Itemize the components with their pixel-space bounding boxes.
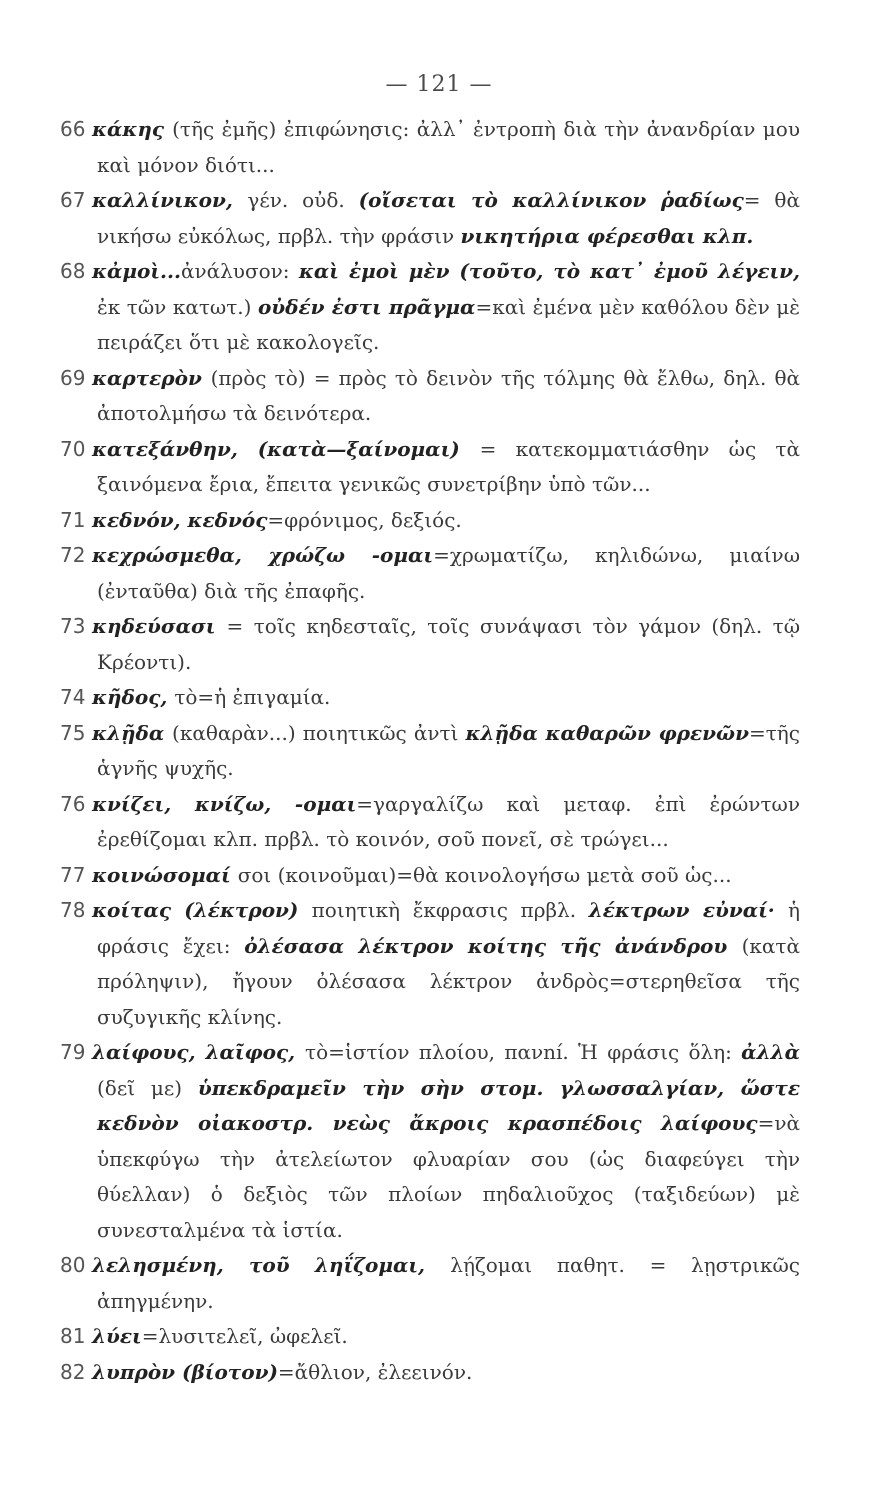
glossary-entry	[60, 893, 800, 1035]
entry-definition: =χρωματίζω, κηλιδώνω, μιαίνω (ἐνταῦθα) διὰ τῆς ἐπαφῆς.	[97, 543, 801, 603]
entry-definition: (τῆς ἐμῆς) ἐπιφώνησις: ἀλλ᾽ ἐντροπὴ διὰ τὴν ἀνανδρίαν μου καὶ μόνον διότι...	[97, 117, 800, 177]
entry-definition: τὸ=ἱστίον πλοίου, πανní. Ἡ φράσις ὅλη:	[305, 1040, 742, 1064]
entry-definition: λῄζομαι παθητ. = λῃστρικῶς ἀπηγμένην.	[97, 1253, 800, 1313]
entry-definition: =φρόνιμος, δεξιός.	[267, 507, 462, 532]
glossary-entry	[60, 432, 800, 503]
entry-lemma: κεδνόν, κεδνός	[92, 507, 268, 532]
entry-definition: γέν. οὐδ.	[247, 188, 359, 212]
entry-lemma: νικητήρια φέρεσθαι κλπ.	[460, 223, 754, 248]
entry-lemma: οὐδέν ἐστι πρᾶγμα	[257, 294, 476, 319]
entry-lemma: ὀλέσασα λέκτρον κοίτης τῆς ἀνάνδρου	[244, 933, 742, 958]
entry-lemma: καρτερὸν	[92, 365, 211, 390]
entry-definition: = τοῖς κηδεσταῖς, τοῖς συνάψασι τὸν γάμον (δηλ. τῷ Κρέοντι).	[97, 614, 800, 674]
entry-number: 77	[60, 862, 86, 887]
entry-number: 78	[60, 898, 86, 922]
entry-number: 74	[60, 685, 86, 709]
entry-lemma: καλλίνικον,	[92, 188, 248, 212]
entry-lemma: λύει	[92, 1324, 142, 1348]
entry-lemma: κἀμοὶ...	[92, 259, 181, 283]
entry-definition: ἡ φράσις ἔχει:	[97, 898, 801, 958]
entry-lemma: κοίτας (λέκτρον)	[92, 898, 312, 922]
entry-number: 76	[60, 791, 86, 816]
entry-lemma: ἀλλὰ	[741, 1040, 800, 1064]
glossary-entry	[60, 716, 800, 787]
page-number: — 121 —	[385, 72, 493, 97]
entry-number: 66	[60, 117, 86, 141]
entry-lemma: (οἴσεται τὸ καλλίνικον ῥαδίως	[358, 188, 744, 212]
glossary-entry	[60, 503, 800, 539]
entry-lemma: λυπρὸν (βίοτον)	[92, 1359, 278, 1384]
entry-number: 75	[60, 720, 86, 745]
entry-number: 71	[60, 507, 86, 532]
entry-definition: ἀνάλυσον:	[180, 259, 299, 283]
glossary-entry	[60, 254, 800, 361]
entry-lemma: κηδεύσασι	[92, 614, 227, 638]
entry-definition: (δεῖ με)	[97, 1075, 198, 1100]
entry-lemma: καὶ ἐμοὶ μὲν (τοῦτο, τὸ κατ᾽ ἐμοῦ λέγειν,	[298, 259, 800, 283]
entry-lemma: κάκης	[92, 117, 173, 141]
glossary-entry	[60, 787, 800, 858]
glossary-entry	[60, 112, 800, 183]
entry-definition: =λυσιτελεῖ, ὠφελεῖ.	[141, 1324, 348, 1348]
entry-lemma: κοινώσομαί	[92, 862, 238, 887]
glossary-entry	[60, 609, 800, 680]
entry-number: 70	[60, 436, 86, 461]
glossary-entry	[60, 858, 800, 894]
entry-definition: σοι (κοινοῦμαι)=θὰ κοινολογήσω μετὰ σοῦ ὡς...	[237, 862, 732, 887]
entry-number: 73	[60, 614, 86, 638]
glossary-entry	[60, 1355, 800, 1391]
glossary-entry	[60, 680, 800, 716]
entry-lemma: λελησμένη, τοῦ ληΐζομαι,	[92, 1253, 451, 1277]
entry-lemma: κεχρώσμεθα, χρώζω -ομαι	[92, 543, 434, 567]
entry-number: 80	[60, 1253, 86, 1277]
entry-definition: =ἄθλιον, ἐλεεινόν.	[277, 1359, 473, 1384]
entry-definition: =καὶ ἐμένα μὲν καθόλου δὲν μὲ πειράζει ὅτι μὲ κακολογεῖς.	[97, 294, 800, 354]
entry-definition: ἐκ τῶν κατωτ.)	[97, 294, 258, 319]
entry-definition: τὸ=ἡ ἐπιγαμία.	[174, 685, 331, 709]
entry-lemma: λέκτρων εὐναί·	[588, 898, 789, 922]
glossary-entry	[60, 361, 800, 432]
entry-number: 82	[60, 1359, 86, 1384]
entry-definition: =νὰ ὑπεκφύγω τὴν ἀτελείωτον φλυαρίαν σου (ὡς διαφεύγει τὴν θύελλαν) ὁ δεξιὸς τῶν πλοίων πηδαλιοῦχος (ταξιδεύων) μὲ συνεσταλμένα τὰ ἱστία.	[97, 1111, 800, 1242]
glossary-entry	[60, 1319, 800, 1355]
entry-number: 81	[60, 1324, 86, 1348]
glossary-entry	[60, 1248, 800, 1319]
entry-definition: ποιητικὴ ἔκφρασις πρβλ.	[311, 898, 589, 922]
entry-definition: = κατεκομματιάσθην ὡς τὰ ξαινόμενα ἔρια, ἔπειτα γενικῶς συνετρίβην ὑπὸ τῶν...	[97, 436, 800, 496]
entry-number: 79	[60, 1040, 86, 1064]
entry-number: 72	[60, 543, 86, 567]
entry-lemma: κλῇδα	[92, 720, 173, 745]
entry-definition: = θὰ νικήσω εὐκόλως, πρβλ. τὴν φράσιν	[97, 188, 800, 248]
entry-number: 68	[60, 259, 86, 283]
entry-definition: =τῆς ἁγνῆς ψυχῆς.	[97, 720, 800, 780]
entry-definition: (πρὸς τὸ) = πρὸς τὸ δεινὸν τῆς τόλμης θὰ ἔλθω, δηλ. θὰ ἀποτολμήσω τὰ δεινότερα.	[97, 365, 801, 425]
entry-definition: (κατὰ πρόληψιν), ἤγουν ὀλέσασα λέκτρον ἀνδρὸς=στερηθεῖσα τῆς συζυγικῆς κλίνης.	[97, 933, 800, 1029]
entry-definition: =γαργαλίζω καὶ μεταφ. ἐπὶ ἐρώντων ἐρεθίζομαι κλπ. πρβλ. τὸ κοινόν, σοῦ πονεῖ, σὲ τρώγει...	[97, 791, 800, 851]
entry-lemma: κλῇδα καθαρῶν φρενῶν	[465, 720, 749, 745]
glossary-entry	[60, 1035, 800, 1248]
entry-number: 69	[60, 365, 86, 390]
entry-definition: (καθαρὰν...) ποιητικῶς ἀντὶ	[172, 720, 466, 745]
entry-lemma: κνίζει, κνίζω, -ομαι	[92, 791, 357, 816]
entry-lemma: ὑπεκδραμεῖν τὴν σὴν στομ. γλωσσαλγίαν, ὥστε κεδνὸν οἰακοστρ. νεὼς ἄκροις κρασπέδοις λαίφους	[97, 1075, 800, 1135]
entry-lemma: κατεξάνθην, (κατὰ—ξαίνομαι)	[92, 436, 480, 461]
entry-lemma: κῆδος,	[92, 685, 175, 709]
glossary-entry	[60, 538, 800, 609]
entry-number: 67	[60, 188, 86, 212]
entry-lemma: λαίφους, λαῖφος,	[92, 1040, 306, 1064]
glossary-entry	[60, 183, 800, 254]
glossary-list	[60, 112, 800, 1390]
